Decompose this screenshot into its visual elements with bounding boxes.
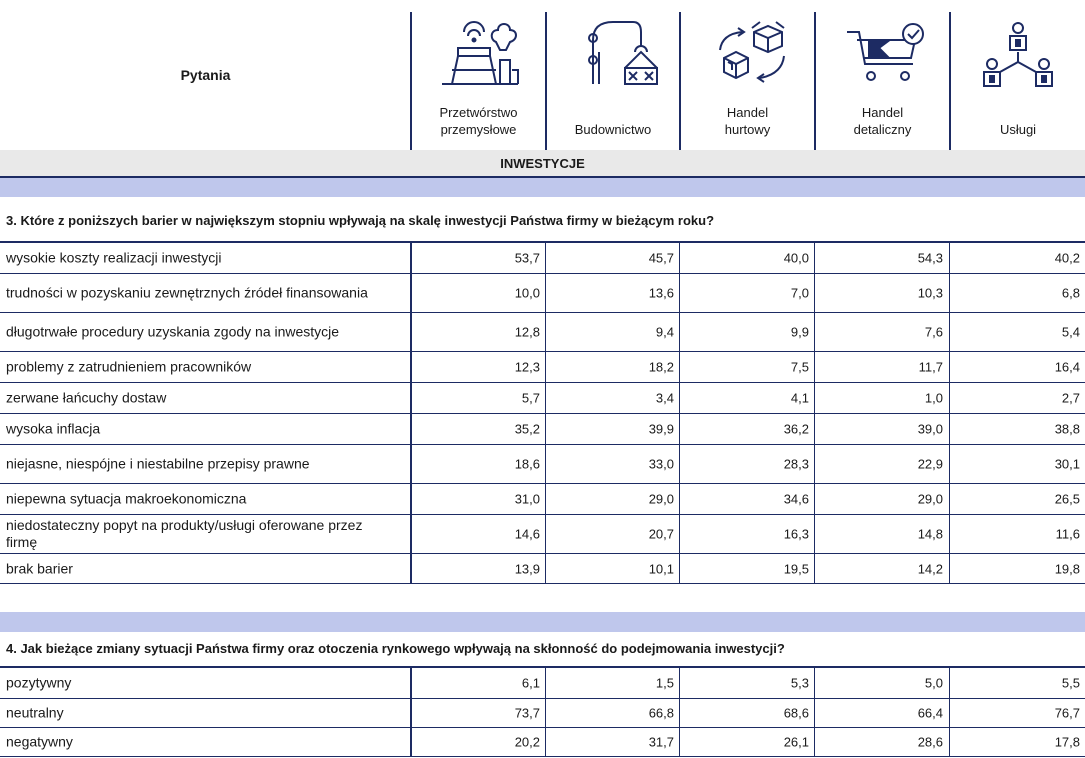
column-divider [679,728,680,756]
table-row [0,515,1085,554]
value-cell: 39,0 [917,421,943,437]
column-divider [679,668,680,698]
row-label: pozytywny [6,674,72,691]
row-label: wysoka inflacja [6,420,101,437]
sector-label-line1: Przetwórstwo [439,105,518,120]
value-cell: 35,2 [514,421,540,437]
value-cell: 20,2 [514,734,540,750]
row-label: długotrwałe procedury uzyskania zgody na inwestycje [6,323,340,340]
value-cell: 13,6 [648,285,674,301]
column-divider [410,313,412,351]
column-divider [679,313,680,351]
value-cell: 40,0 [783,250,809,266]
column-divider [545,352,546,382]
row-label: negatywny [6,733,73,750]
value-cell: 9,4 [655,324,674,340]
value-cell: 10,3 [917,285,943,301]
column-divider [410,699,412,727]
value-cell: 10,1 [648,561,674,576]
column-divider [949,515,950,553]
value-cell: 13,9 [514,561,540,576]
column-divider [545,414,546,444]
table-row [0,243,1085,274]
value-cell: 76,7 [1054,705,1080,721]
value-cell: 14,8 [917,526,943,542]
table-row [0,352,1085,383]
column-divider [814,243,815,273]
value-cell: 11,7 [918,359,943,375]
column-divider [410,352,412,382]
value-cell: 7,6 [924,324,943,340]
table-row [0,554,1085,584]
column-divider [679,383,680,413]
column-divider [545,313,546,351]
value-cell: 5,7 [521,390,540,406]
column-divider [679,699,680,727]
column-divider [545,515,546,553]
value-cell: 22,9 [917,456,943,472]
table-row [0,383,1085,414]
value-cell: 31,7 [648,734,674,750]
value-cell: 17,8 [1054,734,1080,750]
value-cell: 54,3 [917,250,943,266]
column-divider [410,554,412,583]
column-divider [545,383,546,413]
value-cell: 5,0 [924,675,943,691]
table-header [0,0,1085,150]
table-row [0,728,1085,757]
sector-label-line1 [951,104,1085,121]
column-divider [949,313,950,351]
value-cell: 34,6 [783,491,809,507]
questions-header: Pytania [180,67,231,83]
value-cell: 19,8 [1054,561,1080,576]
row-label: niepewna sytuacja makroekonomiczna [6,490,247,507]
column-divider [814,313,815,351]
row-label: wysokie koszty realizacji inwestycji [6,249,222,266]
column-divider [679,243,680,273]
value-cell: 38,8 [1054,421,1080,437]
section-band [0,150,1085,177]
sector-retail [816,0,949,150]
column-divider [679,484,680,514]
column-divider [814,699,815,727]
row-label: problemy z zatrudnieniem pracowników [6,358,252,375]
table-row [0,445,1085,484]
spacer-band [0,612,1085,632]
sector-label-line2: Usługi [999,122,1037,137]
value-cell: 4,1 [790,390,809,406]
column-divider [410,515,412,553]
question-3-title: 3. Które z poniższych barier w największym stopniu wpływają na skalę inwestycji Państwa firmy w bieżącym roku? [6,213,715,228]
column-divider [545,445,546,483]
value-cell: 5,5 [1061,675,1080,691]
column-divider [814,445,815,483]
value-cell: 6,8 [1061,285,1080,301]
table-row [0,699,1085,728]
column-divider [949,414,950,444]
value-cell: 39,9 [648,421,674,437]
column-divider [679,445,680,483]
value-cell: 19,5 [783,561,809,576]
column-divider [679,352,680,382]
column-divider [545,728,546,756]
section-title: INWESTYCJE [500,156,585,171]
column-divider [545,243,546,273]
value-cell: 30,1 [1054,456,1080,472]
column-divider [814,515,815,553]
row-label: neutralny [6,704,64,721]
value-cell: 28,6 [917,734,943,750]
value-cell: 28,3 [783,456,809,472]
column-divider [410,728,412,756]
value-cell: 26,1 [783,734,809,750]
value-cell: 14,2 [917,561,943,576]
value-cell: 1,5 [655,675,674,691]
column-divider [949,383,950,413]
value-cell: 33,0 [648,456,674,472]
value-cell: 29,0 [917,491,943,507]
column-divider [679,414,680,444]
column-divider [949,352,950,382]
value-cell: 2,7 [1061,390,1080,406]
value-cell: 6,1 [521,675,540,691]
value-cell: 53,7 [514,250,540,266]
value-cell: 29,0 [648,491,674,507]
column-divider [949,445,950,483]
column-divider [814,352,815,382]
column-divider [814,414,815,444]
column-divider [949,243,950,273]
value-cell: 7,5 [790,359,809,375]
value-cell: 12,8 [514,324,540,340]
sector-wholesale [681,0,814,150]
table-row [0,414,1085,445]
sector-label-line2: hurtowy [724,122,771,137]
table-row [0,484,1085,515]
column-divider [949,728,950,756]
value-cell: 66,8 [648,705,674,721]
value-cell: 1,0 [924,390,943,406]
sector-manufacturing [412,0,545,150]
value-cell: 16,4 [1054,359,1080,375]
value-cell: 20,7 [648,526,674,542]
value-cell: 68,6 [783,705,809,721]
table-row [0,313,1085,352]
column-divider [949,484,950,514]
column-divider [814,554,815,583]
sector-label-line2: Budownictwo [574,122,652,137]
row-label: zerwane łańcuchy dostaw [6,389,167,406]
column-divider [545,668,546,698]
spacer-band [0,178,1085,197]
column-divider [949,668,950,698]
column-divider [410,484,412,514]
wholesale-boxes-icon [698,12,798,92]
crane-icon [563,12,663,92]
question-4-title: 4. Jak bieżące zmiany sytuacji Państwa firmy oraz otoczenia rynkowego wpływają na skłonność do podejmowania inwestycji? [6,641,785,656]
row-label: trudności w pozyskaniu zewnętrznych źródeł finansowania [6,284,368,301]
table-row [0,668,1085,699]
column-divider [814,383,815,413]
column-divider [949,554,950,583]
column-divider [814,728,815,756]
value-cell: 11,6 [1055,526,1080,542]
column-divider [545,554,546,583]
value-cell: 14,6 [514,526,540,542]
column-divider [814,274,815,312]
sector-label-line2: przemysłowe [440,122,517,137]
value-cell: 18,2 [648,359,674,375]
value-cell: 3,4 [655,390,674,406]
value-cell: 31,0 [514,491,540,507]
column-divider [410,668,412,698]
value-cell: 26,5 [1054,491,1080,507]
value-cell: 12,3 [514,359,540,375]
column-divider [410,414,412,444]
row-label: niejasne, niespójne i niestabilne przepisy prawne [6,455,310,472]
column-divider [949,274,950,312]
column-divider [545,699,546,727]
table-row [0,274,1085,313]
shopping-cart-icon [833,12,933,92]
column-divider [410,445,412,483]
value-cell: 7,0 [790,285,809,301]
column-divider [545,274,546,312]
sector-label-line1 [547,104,679,121]
column-divider [814,484,815,514]
column-divider [410,383,412,413]
column-divider [814,668,815,698]
sector-services [951,0,1085,150]
column-divider [679,274,680,312]
value-cell: 10,0 [514,285,540,301]
value-cell: 36,2 [783,421,809,437]
value-cell: 9,9 [790,324,809,340]
row-label: brak barier [6,560,73,576]
value-cell: 5,4 [1061,324,1080,340]
column-divider [949,699,950,727]
column-divider [545,484,546,514]
value-cell: 18,6 [514,456,540,472]
column-divider [410,243,412,273]
value-cell: 5,3 [790,675,809,691]
column-divider [679,515,680,553]
value-cell: 73,7 [514,705,540,721]
sector-label-line1: Handel [861,105,904,120]
value-cell: 45,7 [648,250,674,266]
value-cell: 40,2 [1054,250,1080,266]
row-label: niedostateczny popyt na produkty/usługi oferowane przez firmę [6,517,363,550]
value-cell: 66,4 [917,705,943,721]
factory-icon [424,12,534,92]
value-cell: 16,3 [783,526,809,542]
sector-label-line1: Handel [726,105,769,120]
column-divider [679,554,680,583]
column-divider [410,274,412,312]
sector-construction [547,0,679,150]
sector-label-line2: detaliczny [853,122,912,137]
people-network-icon [968,12,1068,92]
